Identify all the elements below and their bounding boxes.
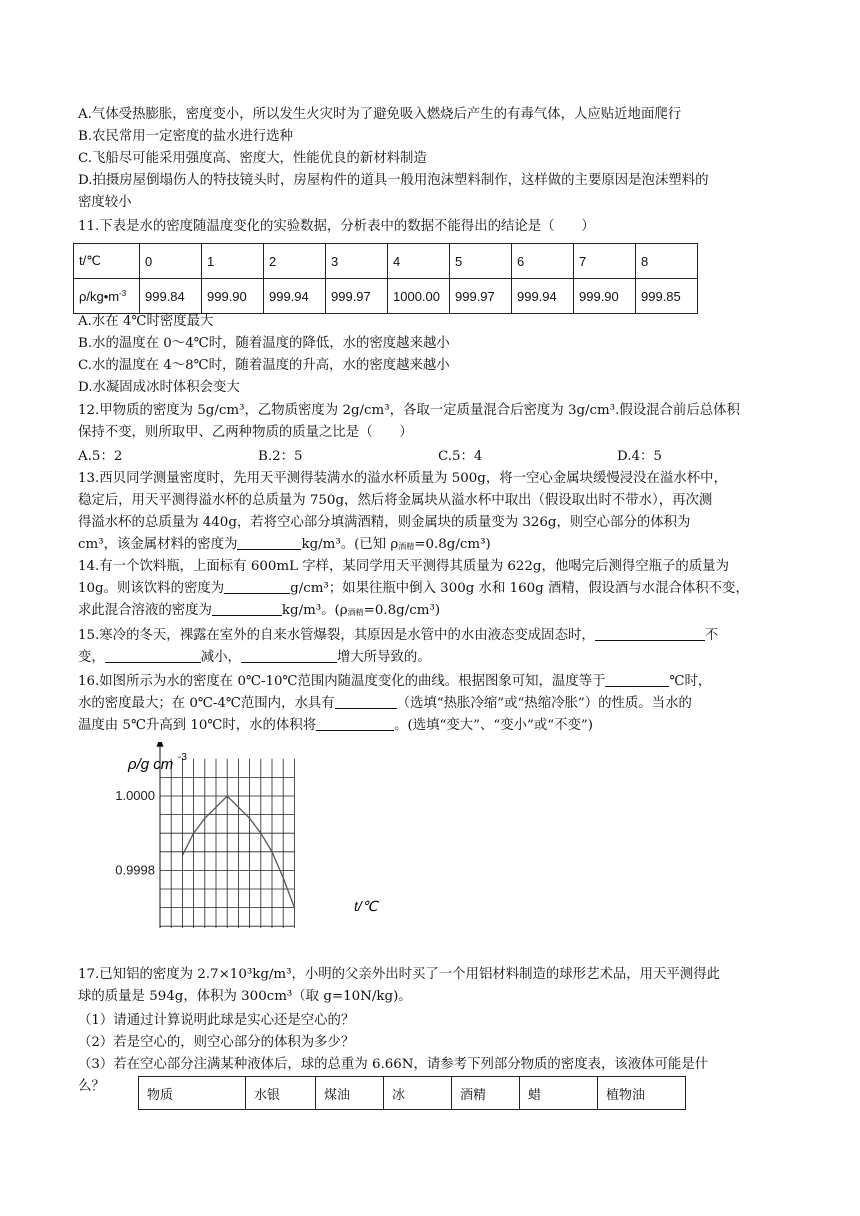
q12-stem-line2: 保持不变，则所取甲、乙两种物质的质量之比是（ ） (78, 425, 413, 440)
table-cell: 999.90 (202, 279, 264, 314)
q14-subscript: 酒精 (347, 608, 364, 617)
q15-text: 15.寒冷的冬天，裸露在室外的自来水管爆裂，其原因是水管中的水由液态变成固态时， (78, 628, 595, 643)
q12-option-a: A.5：2 (78, 449, 123, 464)
table-cell: 999.94 (264, 279, 326, 314)
table-cell: 0 (140, 244, 202, 279)
q12-stem-line1: 12.甲物质的密度为 5g/cm³，乙物质密度为 2g/cm³，各取一定质量混合后密度为 3g/cm³.假设混合前后总体积 (78, 403, 740, 418)
q17-sub3-line2: 么？ (78, 1079, 105, 1094)
answer-blank[interactable] (335, 694, 397, 709)
q13-line4 (78, 534, 782, 559)
table-cell: 8 (636, 244, 698, 279)
q17-line2: 球的质量是 594g，体积为 300cm³（取 g=10N/kg)。 (78, 989, 412, 1004)
x-axis-label: t/℃ (354, 898, 378, 914)
q13-text: kg/m³。(已知 ρ (301, 537, 399, 552)
table-cell-header: 物质 (139, 1077, 246, 1110)
table-cell: 冰 (384, 1077, 452, 1110)
q13-subscript: 酒精 (398, 542, 415, 551)
table-cell: 999.84 (140, 279, 202, 314)
q15-text: 增大所导致的。 (336, 650, 431, 665)
answer-blank[interactable] (605, 672, 669, 687)
y-axis-label-exponent: -3 (178, 752, 187, 763)
q16-text: 水的密度最大；在 0℃-4℃范围内，水具有 (78, 696, 335, 711)
table-cell: 蜡 (520, 1077, 598, 1110)
q11-density-table (73, 243, 698, 314)
q16-text: 16.如图所示为水的密度在 0℃-10℃范围内随温度变化的曲线。根据图象可知，温度等于 (78, 674, 606, 689)
q15-line2 (78, 647, 782, 670)
chart-grid (160, 759, 294, 928)
answer-blank[interactable] (316, 716, 394, 731)
q13-line1: 13.西贝同学测量密度时，先用天平测得装满水的溢水杯质量为 500g，将一空心金属块缓慢浸没在溢水杯中， (78, 471, 727, 486)
chart-tick-labels (115, 788, 301, 928)
density-unit-exponent: -3 (119, 288, 127, 298)
chart-axes (157, 742, 301, 928)
table-row (74, 244, 698, 279)
q12-option-c: C.5：4 (438, 449, 483, 464)
q13-line3: 得溢水杯的总质量为 440g，若将空心部分填满酒精，则金属块的质量变为 326g，则空心部分的体积为 (78, 515, 691, 530)
q16-text: 。(选填“变大”、“变小”或“不变”) (394, 718, 593, 733)
table-cell: 煤油 (316, 1077, 384, 1110)
q10-option-b: B.农民常用一定密度的盐水进行选种 (78, 129, 293, 144)
q11-option-a: A.水在 4℃时密度最大 (78, 314, 214, 329)
answer-blank[interactable] (224, 579, 290, 594)
table-cell: 999.94 (512, 279, 574, 314)
table-cell: 999.97 (450, 279, 512, 314)
q13-text: cm³，该金属材料的密度为 (78, 537, 238, 552)
table-cell: 6 (512, 244, 574, 279)
q14-text: g/cm³；如果往瓶中倒入 300g 水和 160g 酒精，假设酒与水混合体积不变， (290, 581, 749, 596)
q14-text: 10g。则该饮料的密度为 (78, 581, 225, 596)
q15-text: 不 (704, 628, 719, 643)
q16-text: ℃时， (669, 674, 712, 689)
q11-option-b: B.水的温度在 0～4℃时，随着温度的降低，水的密度越来越小 (78, 336, 450, 351)
q14-text: 求此混合溶液的密度为 (78, 603, 212, 618)
q17-sub3-line1: （3）若在空心部分注满某种液体后，球的总重为 6.66N，请参考下列部分物质的密度表，该液体可能是什 (78, 1057, 709, 1072)
answer-blank[interactable] (595, 626, 705, 641)
q10-option-c: C.飞船尽可能采用强度高、密度大，性能优良的新材料制造 (78, 151, 427, 166)
q15-line1 (78, 625, 782, 648)
q11-stem: 11.下表是水的密度随温度变化的实验数据，分析表中的数据不能得出的结论是（ ） (78, 219, 595, 234)
q16-text: （选填“热胀冷缩”或“热缩冷胀”）的性质。当水的 (396, 696, 692, 711)
q16-line1 (78, 671, 782, 694)
q14-line1: 14.有一个饮料瓶，上面标有 600mL 字样，某同学用天平测得其质量为 622g，他喝完后测得空瓶子的质量为 (78, 559, 729, 574)
q17-sub2: （2）若是空心的，则空心部分的体积为多少？ (78, 1035, 355, 1050)
q13-line2: 稳定后，用天平测得溢水杯的总质量为 750g，然后将金属块从溢水杯中取出（假设取出时不带水），再次测 (78, 493, 713, 508)
table-row (139, 1077, 686, 1110)
q16-text: 温度由 5℃升高到 10℃时，水的体积将 (78, 718, 317, 733)
y-tick-label: 1.0000 (115, 788, 155, 803)
table-cell: 7 (574, 244, 636, 279)
q15-text: 变， (78, 650, 105, 665)
density-unit-label: ρ/kg•m (79, 288, 120, 304)
table-cell: 999.97 (326, 279, 388, 314)
q12-option-d: D.4：5 (617, 449, 662, 464)
table-cell-header (74, 279, 140, 314)
q11-option-d: D.水凝固成冰时体积会变大 (78, 380, 240, 395)
q10-option-d-line2: 密度较小 (78, 195, 132, 210)
table-cell: 1000.00 (388, 279, 450, 314)
q13-text: =0.8g/cm³) (414, 537, 491, 552)
table-cell: 1 (202, 244, 264, 279)
q11-option-c: C.水的温度在 4～8℃时，随着温度的升高，水的密度越来越小 (78, 358, 450, 373)
table-cell: 酒精 (452, 1077, 520, 1110)
y-axis-arrow (157, 742, 164, 747)
table-cell: 水银 (246, 1077, 316, 1110)
q17-line1: 17.已知铝的密度为 2.7×10³kg/m³，小明的父亲外出时买了一个用铝材料制造的球形艺术品，用天平测得此 (78, 967, 720, 982)
q10-option-d-line1: D.拍摄房屋倒塌伤人的特技镜头时，房屋构件的道具一般用泡沫塑料制作，这样做的主要原因是泡沫塑料的 (78, 173, 709, 188)
answer-blank[interactable] (212, 601, 282, 616)
q16-line2 (78, 693, 782, 716)
table-cell: 4 (388, 244, 450, 279)
water-density-chart (76, 742, 386, 928)
answer-blank[interactable] (237, 535, 301, 550)
table-cell: 植物油 (598, 1077, 686, 1110)
table-cell: 999.90 (574, 279, 636, 314)
table-cell-header: t/℃ (74, 244, 140, 279)
table-cell: 2 (264, 244, 326, 279)
q14-text: kg/m³。(ρ (281, 603, 348, 618)
q10-option-a: A.气体受热膨胀，密度变小，所以发生火灾时为了避免吸入燃烧后产生的有毒气体，人应贴近地面爬行 (78, 107, 682, 122)
table-cell: 999.85 (636, 279, 698, 314)
y-tick-label: 0.9998 (115, 862, 155, 878)
table-cell: 3 (326, 244, 388, 279)
y-axis-label: ρ/g cm (128, 756, 174, 773)
q14-line3 (78, 600, 782, 625)
answer-blank[interactable] (105, 648, 201, 663)
q16-line3 (78, 715, 782, 738)
q15-text: 减小， (200, 650, 241, 665)
table-row (74, 279, 698, 314)
q17-substance-table (138, 1076, 686, 1110)
table-cell: 5 (450, 244, 512, 279)
q17-sub1: （1）请通过计算说明此球是实心还是空心的？ (78, 1013, 355, 1028)
q14-text: =0.8g/cm³) (363, 603, 441, 618)
q12-option-b: B.2：5 (258, 449, 303, 464)
answer-blank[interactable] (241, 648, 337, 663)
q14-line2 (78, 578, 782, 601)
